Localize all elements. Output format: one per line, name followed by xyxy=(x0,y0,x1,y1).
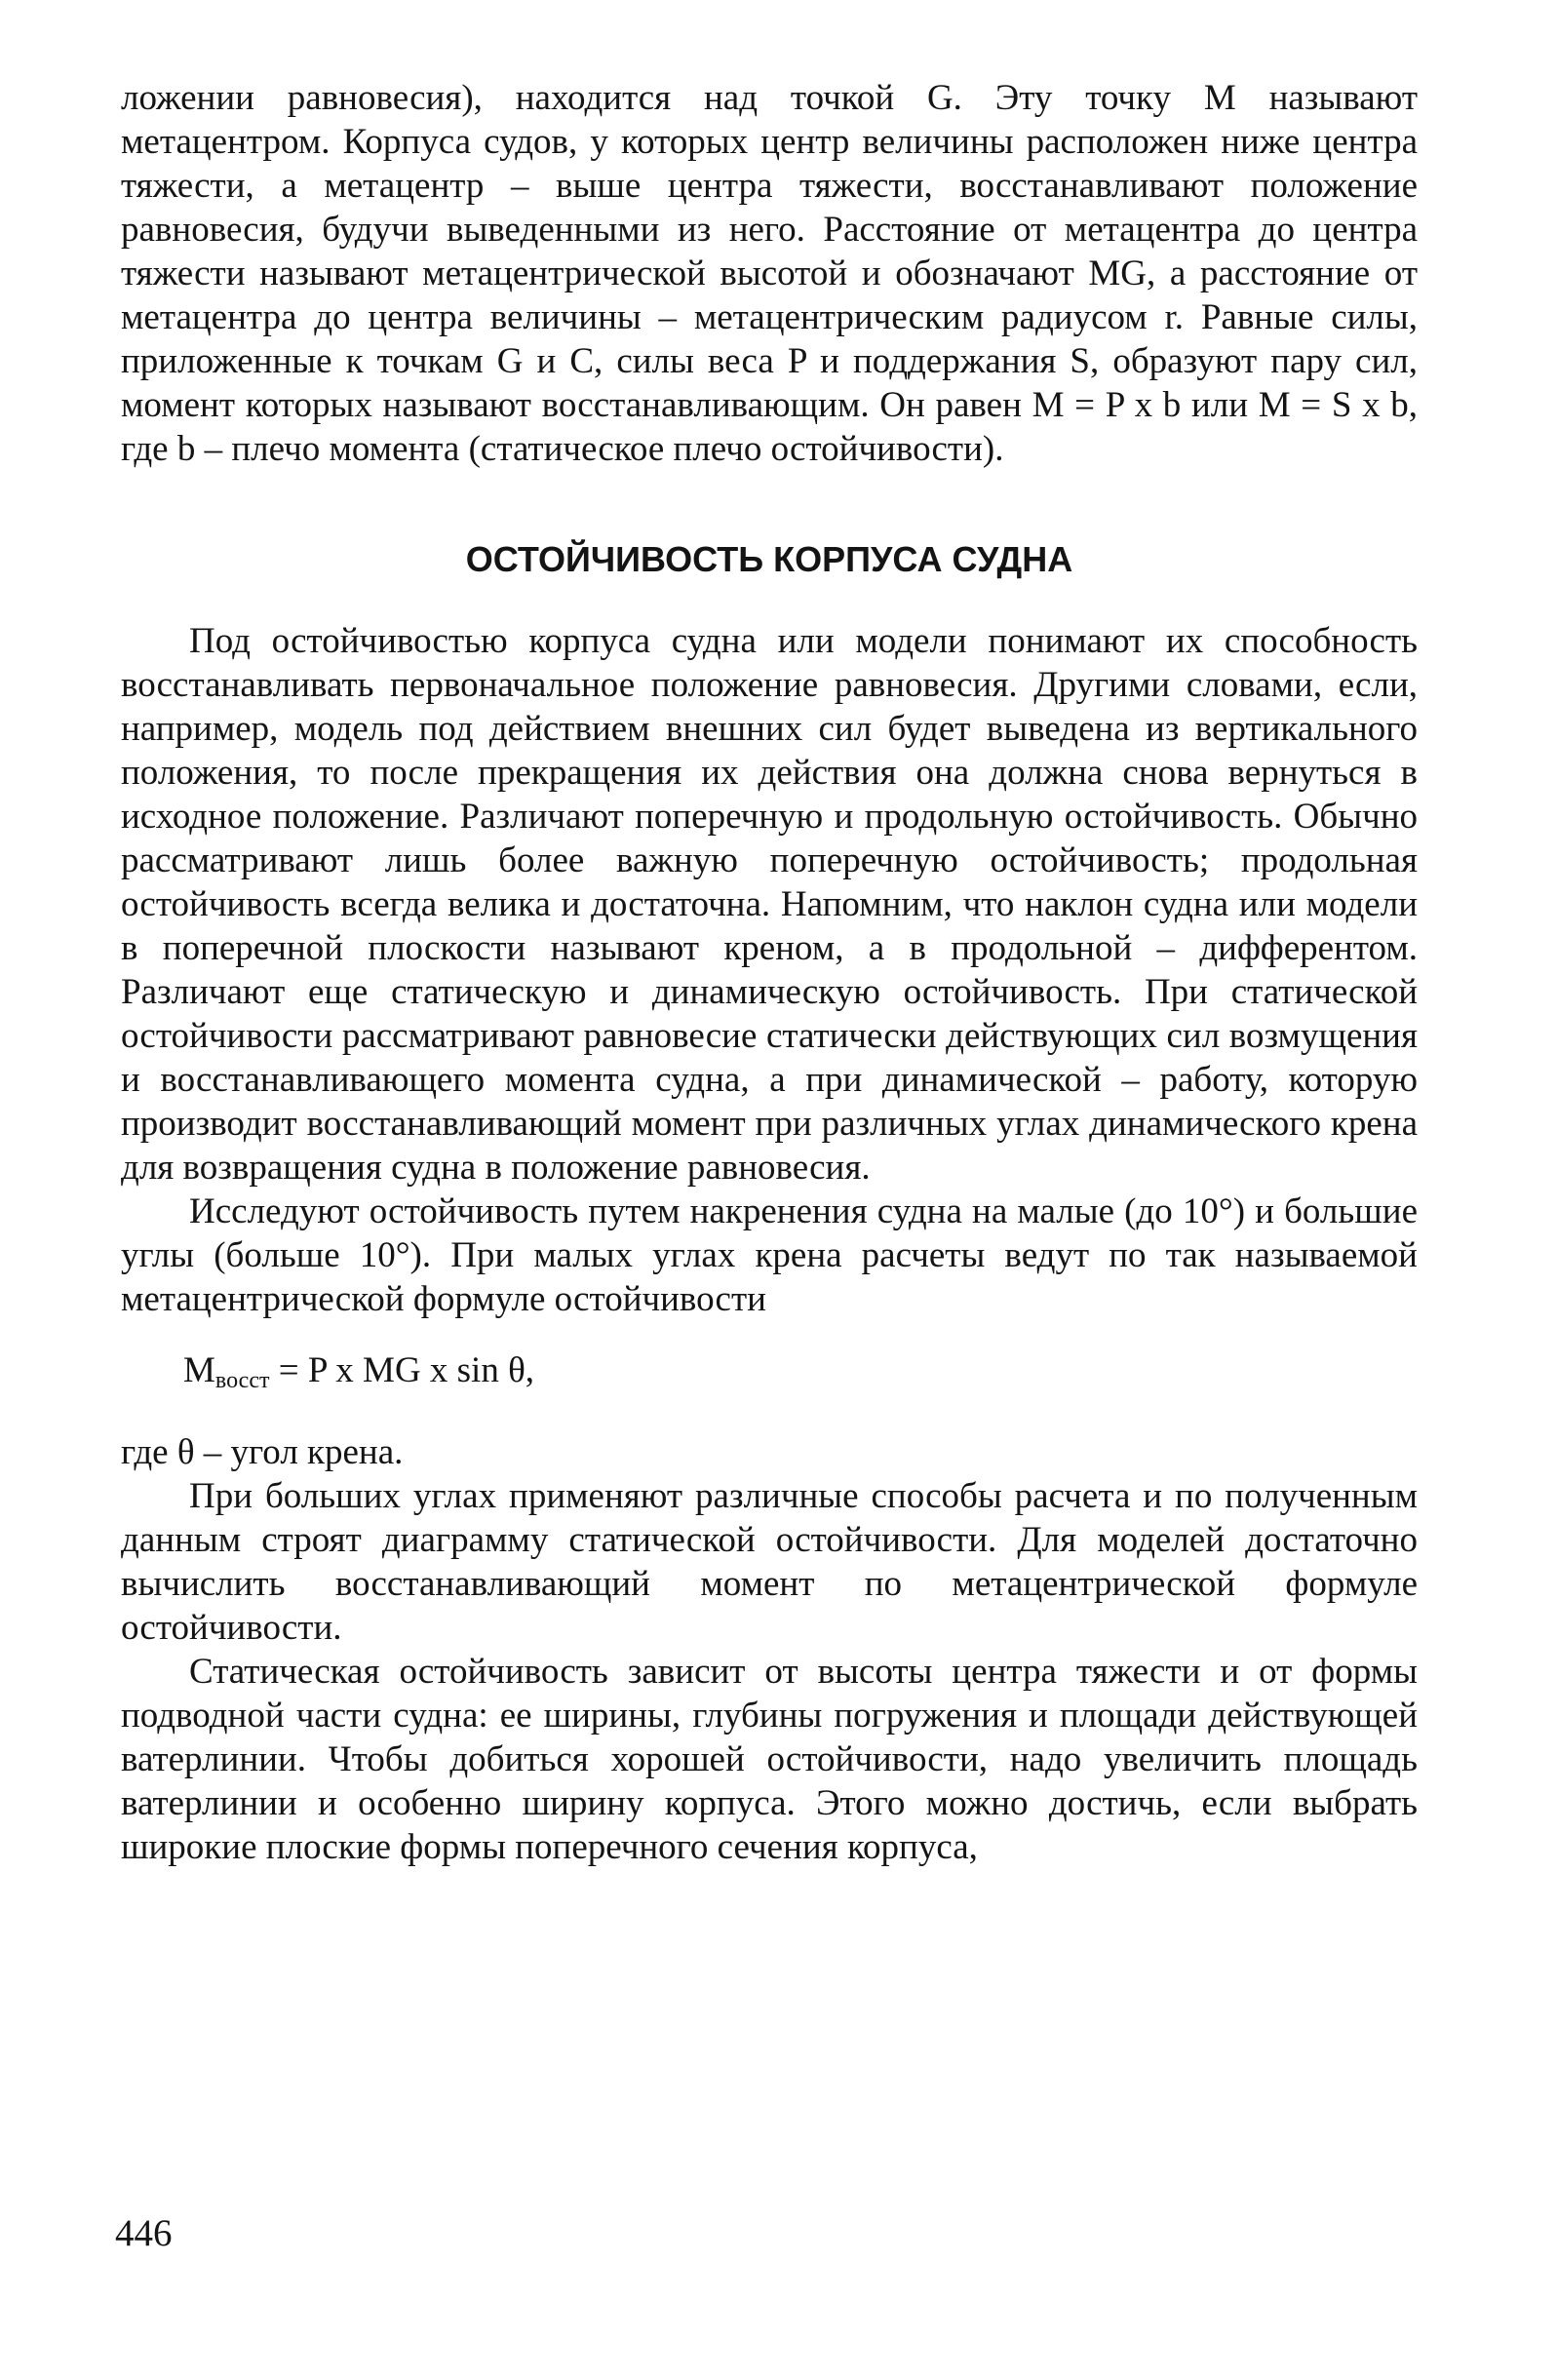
stability-formula xyxy=(121,1348,1418,1403)
paragraph-large-angles: При больших углах применяют различные способы расчета и по полученным данным строят диаграмму статической остойчивости. Для моделей достаточно вычислить восстанавливающий момент по метацентрической формуле остойчивости. xyxy=(121,1476,1418,1648)
page-number: 446 xyxy=(115,2212,173,2254)
paragraph-static-stability: Статическая остойчивость зависит от высоты центра тяжести и от формы подводной части судна: ее ширины, глубины погружения и площади действующей ватерлинии. Чтобы добиться хорошей остойчивости, надо увеличить площадь ватерлинии и особенно ширину корпуса. Этого можно достичь, если выбрать широкие плоские формы поперечного сечения корпуса, xyxy=(121,1652,1418,1867)
section-heading: ОСТОЙЧИВОСТЬ КОРПУСА СУДНА xyxy=(465,539,1073,579)
page-body xyxy=(121,76,1418,1869)
formula-lhs: M xyxy=(183,1350,215,1390)
formula-lhs-subscript: восст xyxy=(214,1368,270,1393)
formula-note: где θ – угол крена. xyxy=(121,1432,404,1472)
paragraph-definition: Под остойчивостью корпуса судна или модели понимают их способность восстанавливать первоначальное положение равновесия. Другими словами, если, например, модель под действием внешних сил будет выведена из вертикального положения, то после прекращения их действия она должна снова вернуться в исходное положение. Различают поперечную и продольную остойчивость. Обычно рассматривают лишь более важную поперечную остойчивость; продольная остойчивость всегда велика и достаточна. Напомним, что наклон судна или модели в поперечной плоскости называют креном, а в продольной – дифферентом. Различают еще статическую и динамическую остойчивость. При статической остойчивости рассматривают равновесие статически действующих сил возмущения и восстанавливающего момента судна, а при динамической – работу, которую производит восстанавливающий момент при различных углах динамического крена для возвращения судна в положение равновесия. xyxy=(121,621,1418,1188)
formula-rhs: = P x MG x sin θ, xyxy=(269,1350,535,1390)
intro-paragraph: ложении равновесия), находится над точкой G. Эту точку М называют метацентром. Корпуса судов, у которых центр величины расположен ниже центра тяжести, а метацентр – выше центра тяжести, восстанавливают положение равновесия, будучи выведенными из него. Расстояние от метацентра до центра тяжести называют метацентрической высотой и обозначают MG, а расстояние от метацентра до центра величины – метацентрическим радиусом r. Равные силы, приложенные к точкам G и C, силы веса P и поддержания S, образуют пару сил, момент которых называют восстанавливающим. Он равен M = P x b или M = S x b, где b – плечо момента (статическое плечо остойчивости). xyxy=(121,78,1418,469)
paragraph-investigation: Исследуют остойчивость путем накренения судна на малые (до 10°) и большие углы (больше 10°). При малых углах крена расчеты ведут по так называемой метацентрической формуле остойчивости xyxy=(121,1191,1418,1319)
